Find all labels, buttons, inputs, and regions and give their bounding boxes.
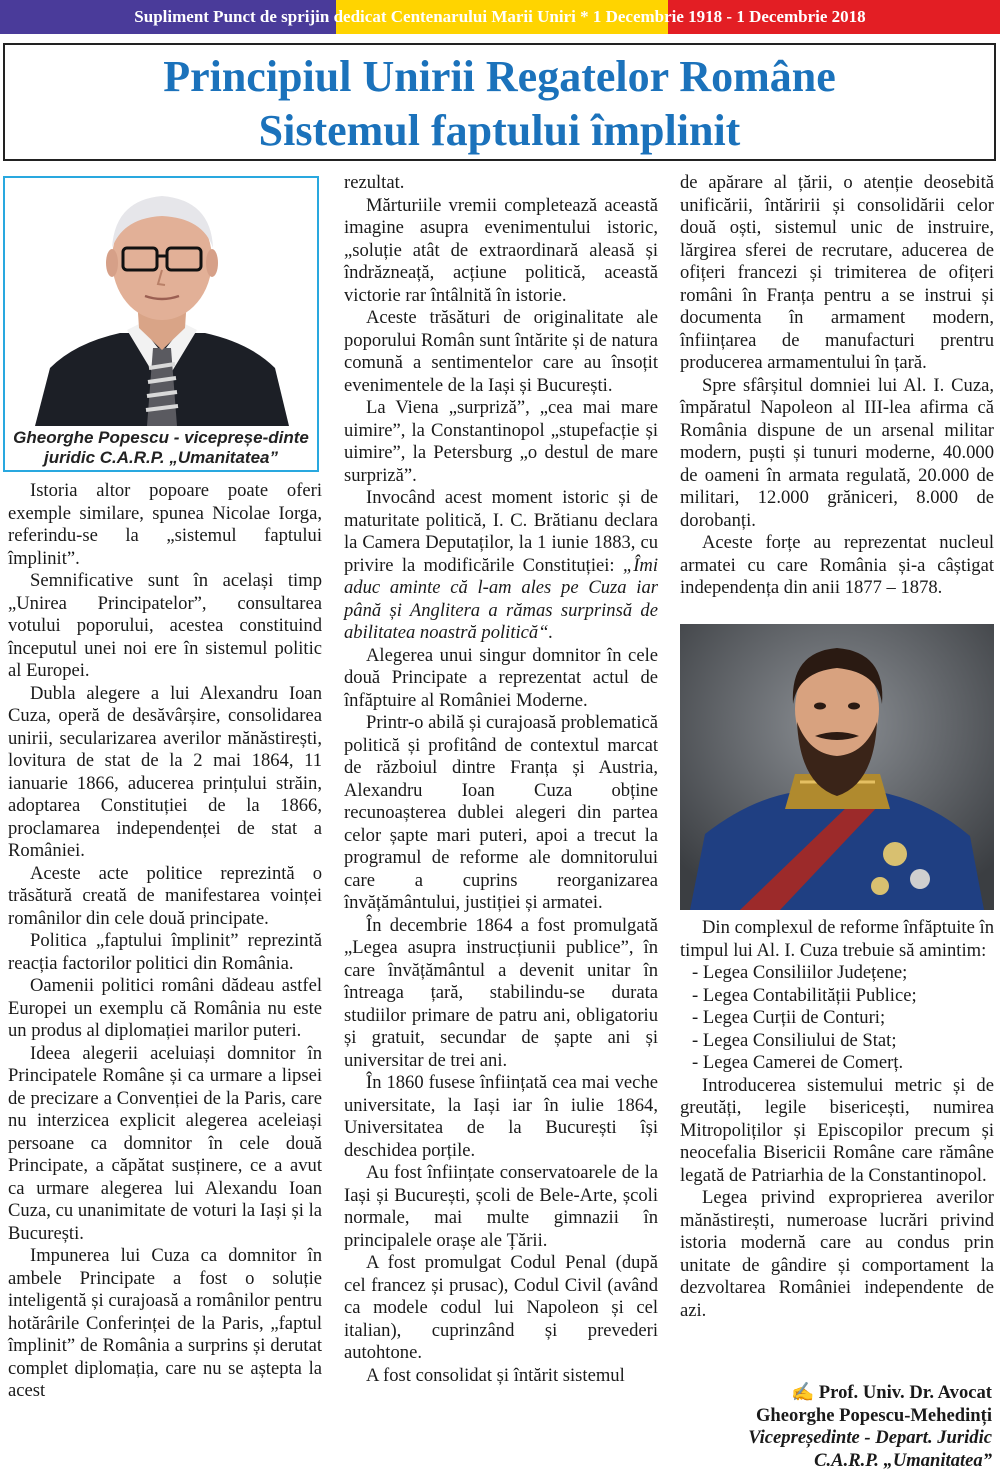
paragraph-continuation: de apărare al țării, o atenție deosebită unificării, întăririi și consolidării celor două oști, sistemul unic de instruire, lărgirea sferei de recrutare, aducerea de ofițeri francezi și trimiterea de ofițeri români în Franța pentru a se instrui și documenta în armament modern, înființarea de manufacturi prentru producerea armamentului în țară. <box>680 172 994 373</box>
paragraph: A fost promulgat Codul Penal (după cel francez și prusac), Codul Civil (având ca modele codul lui Napoleon și cel italian), cuprinzând și prevederi autohtone. <box>344 1252 658 1363</box>
signature-name: Gheorghe Popescu-Mehedinți <box>755 1404 992 1426</box>
article-column-3-top <box>680 172 994 600</box>
headline-line-2: Sistemul faptului împlinit <box>258 106 741 155</box>
paragraph: Introducerea sistemului metric și de greutăți, legile bisericești, numirea Mitropoliților și Episcopilor precum și neocefalia Bisericii Române care rămâne legată de Patriarhia de la Constantinopol. <box>680 1074 994 1186</box>
paragraph: Aceste trăsături de originalitate ale poporului Român sunt întărite și de natura comună a sentimentelor care au însoțit evenimentele de la Iași și București. <box>344 307 658 396</box>
paragraph: Aceste acte politice reprezintă o trăsătură creată de manifestarea voinței românilor din cele două principate. <box>8 862 322 929</box>
paragraph: A fost consolidat și întărit sistemul <box>366 1364 625 1386</box>
paragraph: În 1860 fusese înființată cea mai veche universitate, la Iași iar în iulie 1864, Universitatea de la București își deschidea porțile. <box>344 1072 658 1161</box>
paragraph: Oamenii politici români dădeau astfel Europei un exemplu că România nu este un produs al diplomației marilor puteri. <box>8 975 322 1041</box>
paragraph: Legea privind exproprierea averilor mănăstirești, numeroase lucrări privind istoria modernă care au condus prin unitate de gândire și comportament la dezvoltarea României independente de azi. <box>680 1187 994 1321</box>
paragraph: În decembrie 1864 a fost promulgată „Legea asupra instrucțiunii publice”, în care învățământul a devenit unitar în întreaga țară, stabilindu-se durata studiilor primare de patru ani, obligatoriu și gratuit, secundar de șapte ani și universitar de trei ani. <box>344 914 658 1071</box>
paragraph: Politica „faptului împlinit” reprezintă reacția factorilor politici din România. <box>8 930 322 974</box>
paragraph: Dubla alegere a lui Alexandru Ioan Cuza, operă de desăvârșire, consolidarea unirii, secularizarea averilor mănăstirești, lovitura de stat de la 2 mai 1864, 11 ianuarie 1866, aducerea prințului străin, adoptarea Constituției de la 1866, proclamarea independenței de stat a României. <box>8 682 322 861</box>
reforms-intro: Din complexul de reforme înfăptuite în timpul lui Al. I. Cuza trebuie să amintim: <box>680 917 994 961</box>
cuza-portrait-painting <box>680 624 994 910</box>
bratianu-intro: Invocând acest moment istoric și de maturitate politică, I. C. Brătianu declara la Camera Deputaților, la 1 iunie 1883, cu privire la modificările Constituției: <box>344 487 658 576</box>
top-banner <box>0 0 1000 34</box>
signature-title: Prof. Univ. Dr. Avocat <box>818 1382 992 1403</box>
author-portrait-photo <box>15 178 309 426</box>
reform-list-item: - Legea Consiliului de Stat; <box>692 1029 897 1051</box>
article-column-3-bottom <box>680 917 994 1322</box>
paragraph: Aceste forțe au reprezentat nucleul armatei cu care România și-a câștigat independența din anii 1877 – 1878. <box>680 532 994 598</box>
article-column-1 <box>8 480 322 1403</box>
reform-list-item: - Legea Consiliilor Județene; <box>692 962 908 983</box>
paragraph: Impunerea lui Cuza ca domnitor în ambele Principate a fost o soluție inteligentă și curajoasă a românilor pentru hotărârile Conferinței de la Paris, „faptul împlinit” de România a surprins și derutat complet diplomația, care nu se aștepta la acest <box>8 1245 322 1401</box>
paragraph: Au fost înființate conservatoarele de la Iași și București, școli de Bele-Arte, școli normale, mai multe gimnazii în principalele orașe ale Țării. <box>344 1162 658 1251</box>
paragraph: Printr-o abilă și curajoasă problematică politică și profitând de contextul marcat de războiul dintre Franța și Austria, Alexandru Ioan Cuza obține recunoașterea dublei alegeri din partea celor șapte mari puteri, apoi a trecut la programul de reforme ale domnitorului care a cuprins reorganizarea învățământului, justiției și armatei. <box>344 712 658 913</box>
reform-list-item: - Legea Contabilității Publice; <box>692 984 917 1006</box>
paragraph: Istoria altor popoare poate oferi exemple similare, spunea Nicolae Iorga, referindu-se la „sistemul faptului împlinit”. <box>8 480 322 569</box>
author-photo-caption: Gheorghe Popescu - vicepreșe-dinte juridic C.A.R.P. „Umanitatea” <box>13 428 309 467</box>
author-signature <box>672 1382 992 1472</box>
signature-line-1 <box>672 1382 992 1405</box>
paragraph: Semnificative sunt în același timp „Unirea Principatelor”, consultarea votului poporului, acestea constituind începutul unei noi ere în sistemul politic al Europei. <box>8 570 322 681</box>
paragraph: Spre sfârșitul domniei lui Al. I. Cuza, împăratul Napoleon al III-lea afirma că România dispune de un arsenal militar modern, puști și tunuri moderne, 40.000 de oameni în armata regulată, 20.000 de militari, 12.000 grăniceri, 8.000 de dorobanți. <box>680 374 994 531</box>
signature-role: Vicepreședinte - Depart. Juridic <box>748 1427 992 1448</box>
bratianu-quote: „Îmi aduc aminte că l-am ales pe Cuza iar până și Anglitera a rămas surprinsă de abilitatea noastră politică“. <box>344 554 658 643</box>
article-column-2 <box>344 172 658 1387</box>
signature-organization: C.A.R.P. „Umanitatea” <box>814 1449 992 1471</box>
paragraph: Mărturiile vremii completează această imagine asupra evenimentului istoric, „soluție atât de extraordinară aleasă și îndrăzneață, acțiune politică, această victorie rar întâlnită în istorie. <box>344 194 658 306</box>
headline-line-1: Principiul Unirii Regatelor Române <box>163 52 836 101</box>
reform-list-item: - Legea Camerei de Comerț. <box>692 1052 904 1073</box>
reform-list-item: - Legea Curții de Conturi; <box>692 1007 886 1028</box>
paragraph: Alegerea unui singur domnitor în cele două Principate a reprezentat actul de înfăptuire al României Moderne. <box>344 644 658 711</box>
author-photo-frame <box>3 176 319 472</box>
paragraph: La Viena „surpriză”, „cea mai mare uimire”, la Constantinopol „stupefacție și uimire”, la Petersburg „o destul de mare surpriză”. <box>344 397 658 486</box>
pen-nib-icon: ✍ <box>790 1382 815 1403</box>
title-box <box>3 43 996 161</box>
paragraph: Ideea alegerii aceluiași domnitor în Principatele Române și ca urmare a lipsei de precizare a Convenției de la Paris, care nu interzicea explicit alegerea aceleiași persoane ca domnitor în cele două Principate, a căpătat susținere, ce a avut ca urmare alegerea lui Alexandu Ioan Cuza, cu unanimitate de voturi la Iași și la București. <box>8 1042 322 1244</box>
bratianu-paragraph <box>344 487 658 645</box>
banner-text: Supliment Punct de sprijin dedicat Centenarului Marii Uniri * 1 Decembrie 1918 - 1 Decembrie 2018 <box>134 7 866 26</box>
paragraph-continuation: rezultat. <box>344 172 405 193</box>
